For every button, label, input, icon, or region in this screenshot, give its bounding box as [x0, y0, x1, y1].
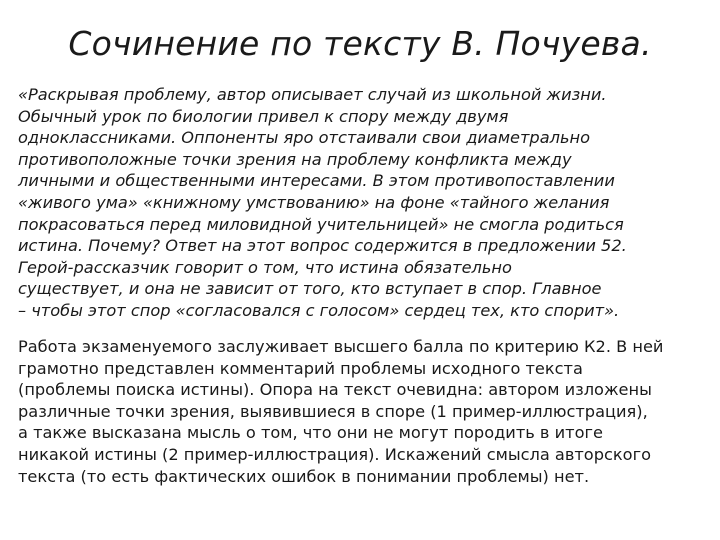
- review-line: никакой истины (2 пример-иллюстрация). Искажений смысла авторского: [18, 444, 651, 464]
- essay-quote: [18, 84, 708, 322]
- quote-line: личными и общественными интересами. В этом противопоставлении: [18, 171, 615, 191]
- review-line: текста (то есть фактических ошибок в понимании проблемы) нет.: [18, 466, 590, 486]
- review-line: Работа экзаменуемого заслуживает высшего балла по критерию К2. В ней: [18, 337, 664, 356]
- quote-line: Обычный урок по биологии привел к спору между двумя: [18, 106, 509, 126]
- quote-line: «живого ума» «книжному умствованию» на фоне «тайного желания: [18, 192, 610, 212]
- quote-line: противоположные точки зрения на проблему конфликта между: [18, 149, 572, 169]
- quote-line: истина. Почему? Ответ на этот вопрос содержится в предложении 52.: [18, 236, 627, 256]
- quote-line: покрасоваться перед миловидной учительницей» не смогла родиться: [18, 214, 624, 234]
- slide-title: Сочинение по тексту В. Почуева.: [68, 24, 652, 63]
- examiner-review: [18, 336, 708, 487]
- review-line: а также высказана мысль о том, что они не могут породить в итоге: [18, 423, 603, 443]
- review-line: различные точки зрения, выявившиеся в споре (1 пример-иллюстрация),: [18, 401, 648, 421]
- review-line: (проблемы поиска истины). Опора на текст очевидна: автором изложены: [18, 380, 652, 400]
- quote-line: существует, и она не зависит от того, кто вступает в спор. Главное: [18, 279, 602, 299]
- quote-line: «Раскрывая проблему, автор описывает случай из школьной жизни.: [18, 85, 607, 104]
- quote-line: Герой-рассказчик говорит о том, что истина обязательно: [18, 257, 512, 277]
- quote-line: одноклассниками. Оппоненты яро отстаивали свои диаметрально: [18, 128, 590, 148]
- quote-line: – чтобы этот спор «согласовался с голосом» сердец тех, кто спорит».: [18, 300, 620, 320]
- review-line: грамотно представлен комментарий проблемы исходного текста: [18, 358, 583, 378]
